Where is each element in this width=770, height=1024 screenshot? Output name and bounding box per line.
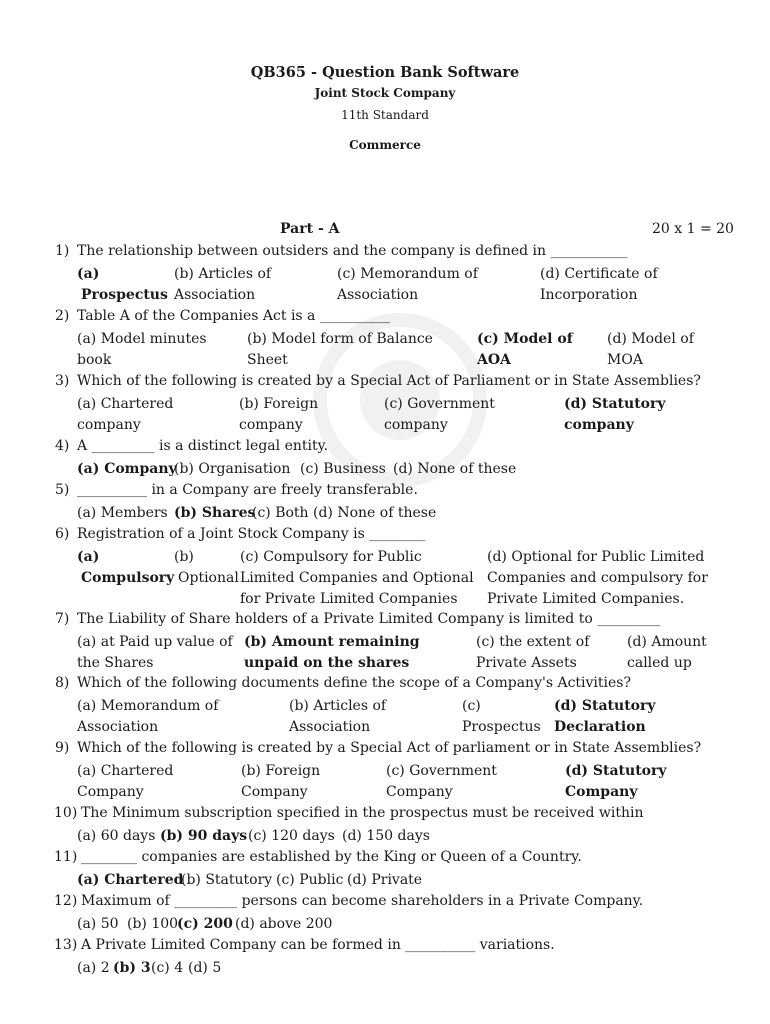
answer-option: Prospectus (462, 719, 541, 735)
answer-option: (c) 120 days (248, 828, 335, 844)
answer-option: (b) 100 (127, 916, 179, 932)
answer-option-correct: (c) 200 (177, 916, 233, 932)
answer-option: (a) 50 (77, 916, 119, 932)
answer-option: (d) Model of (607, 331, 694, 347)
answer-option: (c) the extent of (476, 634, 590, 650)
answer-option: Company (241, 784, 308, 800)
question-number: 3) (55, 373, 70, 389)
answer-option: (a) 2 (77, 960, 110, 976)
question-number: 7) (55, 611, 70, 627)
answer-option: (c) Both (252, 505, 309, 521)
answer-option-correct: (a) (77, 266, 100, 282)
answer-option-correct: company (564, 417, 634, 433)
answer-option: (c) 4 (151, 960, 184, 976)
question-number: 2) (55, 308, 70, 324)
answer-option: (b) Model form of Balance (247, 331, 433, 347)
question-text: Maximum of _________ persons can become shareholders in a Private Company. (81, 893, 644, 909)
answer-option-correct: (a) Chartered (77, 872, 184, 888)
answer-option: (a) Model minutes (77, 331, 207, 347)
question-number: 4) (55, 438, 70, 454)
answer-option: (d) Private (347, 872, 423, 888)
answer-option-correct: (b) Shares (174, 505, 256, 521)
answer-option-correct: (b) Amount remaining (244, 634, 420, 650)
question-number: 8) (55, 675, 70, 691)
answer-option-correct: (a) (77, 549, 100, 565)
question-number: 11) (54, 849, 78, 865)
answer-option-correct: (a) Company (77, 461, 177, 477)
question-text: Which of the following documents define the scope of a Company's Activities? (77, 675, 631, 691)
answer-option: (c) Memorandum of (337, 266, 478, 282)
answer-option: (d) Optional for Public Limited (487, 549, 705, 565)
question-number: 9) (55, 740, 70, 756)
answer-option: (b) Articles of (289, 698, 387, 714)
question-text: Which of the following is created by a Special Act of Parliament or in State Assemblies? (77, 373, 701, 389)
answer-option: (d) 150 days (342, 828, 430, 844)
answer-option: (d) None of these (313, 505, 437, 521)
answer-option: (d) Amount (627, 634, 707, 650)
answer-option: (b) Foreign (241, 763, 321, 779)
answer-option: MOA (607, 352, 643, 368)
question-text: A _________ is a distinct legal entity. (77, 438, 329, 454)
part-label: Part - A (280, 221, 340, 237)
answer-option: (b) Foreign (239, 396, 319, 412)
answer-option: company (239, 417, 303, 433)
answer-option: Association (77, 719, 159, 735)
answer-option: Association (174, 287, 256, 303)
question-number: 13) (54, 937, 78, 953)
answer-option: (a) Chartered (77, 763, 174, 779)
answer-option-correct: (d) Statutory (565, 763, 667, 779)
answer-option: (a) Members (77, 505, 168, 521)
answer-option: called up (627, 655, 692, 671)
answer-option: company (384, 417, 448, 433)
answer-option: Incorporation (540, 287, 638, 303)
subject-label: Commerce (349, 138, 421, 152)
answer-option: for Private Limited Companies (240, 591, 458, 607)
answer-option: (c) Compulsory for Public (240, 549, 422, 565)
answer-option: (b) Articles of (174, 266, 272, 282)
answer-option: (c) Government (386, 763, 497, 779)
answer-option: (c) Business (300, 461, 386, 477)
answer-option: (c) Government (384, 396, 495, 412)
question-number: 10) (54, 805, 78, 821)
question-text: The Liability of Share holders of a Private Limited Company is limited to _________ (77, 611, 661, 627)
question-text: A Private Limited Company can be formed in __________ variations. (81, 937, 555, 953)
question-number: 1) (55, 243, 70, 259)
answer-option-correct: Compulsory (81, 570, 175, 586)
answer-option: the Shares (77, 655, 154, 671)
marks-label: 20 x 1 = 20 (652, 221, 734, 237)
question-number: 5) (55, 482, 70, 498)
answer-option: (c) Public (276, 872, 344, 888)
answer-option: (d) 5 (188, 960, 222, 976)
answer-option-correct: (b) 90 days (160, 828, 248, 844)
answer-option: Private Limited Companies. (487, 591, 685, 607)
answer-option: (b) (174, 549, 194, 565)
answer-option-correct: unpaid on the shares (244, 655, 410, 671)
answer-option: book (77, 352, 112, 368)
question-text: __________ in a Company are freely transferable. (77, 482, 418, 498)
answer-option: (b) Statutory (181, 872, 273, 888)
answer-option: (d) above 200 (235, 916, 333, 932)
answer-option-correct: (c) Model of (477, 331, 573, 347)
answer-option: Private Assets (476, 655, 577, 671)
answer-option: (d) None of these (393, 461, 517, 477)
answer-option: Companies and compulsory for (487, 570, 708, 586)
answer-option: company (77, 417, 141, 433)
answer-option: Limited Companies and Optional (240, 570, 474, 586)
answer-option-correct: Declaration (554, 719, 646, 735)
answer-option-correct: (d) Statutory (554, 698, 656, 714)
question-text: Registration of a Joint Stock Company is ________ (77, 526, 426, 542)
question-number: 6) (55, 526, 70, 542)
standard-label: 11th Standard (341, 108, 429, 122)
answer-option: Association (289, 719, 371, 735)
question-text: The relationship between outsiders and the company is defined in ___________ (77, 243, 628, 259)
answer-option: (a) Chartered (77, 396, 174, 412)
answer-option: (b) Organisation (174, 461, 291, 477)
answer-option: Association (337, 287, 419, 303)
question-number: 12) (54, 893, 78, 909)
answer-option: Company (77, 784, 144, 800)
answer-option: (a) at Paid up value of (77, 634, 233, 650)
question-text: ________ companies are established by the King or Queen of a Country. (81, 849, 582, 865)
answer-option: Sheet (247, 352, 288, 368)
answer-option: (c) (462, 698, 481, 714)
question-text: Table A of the Companies Act is a __________ (77, 308, 390, 324)
answer-option-correct: (d) Statutory (564, 396, 666, 412)
answer-option: Company (386, 784, 453, 800)
answer-option-correct: Company (565, 784, 638, 800)
document-title: QB365 - Question Bank Software (250, 64, 520, 81)
chapter-title: Joint Stock Company (314, 86, 456, 100)
question-text: The Minimum subscription specified in the prospectus must be received within (81, 805, 644, 821)
answer-option-correct: Prospectus (81, 287, 168, 303)
question-text: Which of the following is created by a Special Act of parliament or in State Assemblies? (77, 740, 702, 756)
answer-option: Optional (178, 570, 239, 586)
answer-option-correct: (b) 3 (113, 960, 151, 976)
answer-option: (a) Memorandum of (77, 698, 219, 714)
answer-option: (d) Certificate of (540, 266, 658, 282)
answer-option: (a) 60 days (77, 828, 156, 844)
answer-option-correct: AOA (477, 352, 511, 368)
